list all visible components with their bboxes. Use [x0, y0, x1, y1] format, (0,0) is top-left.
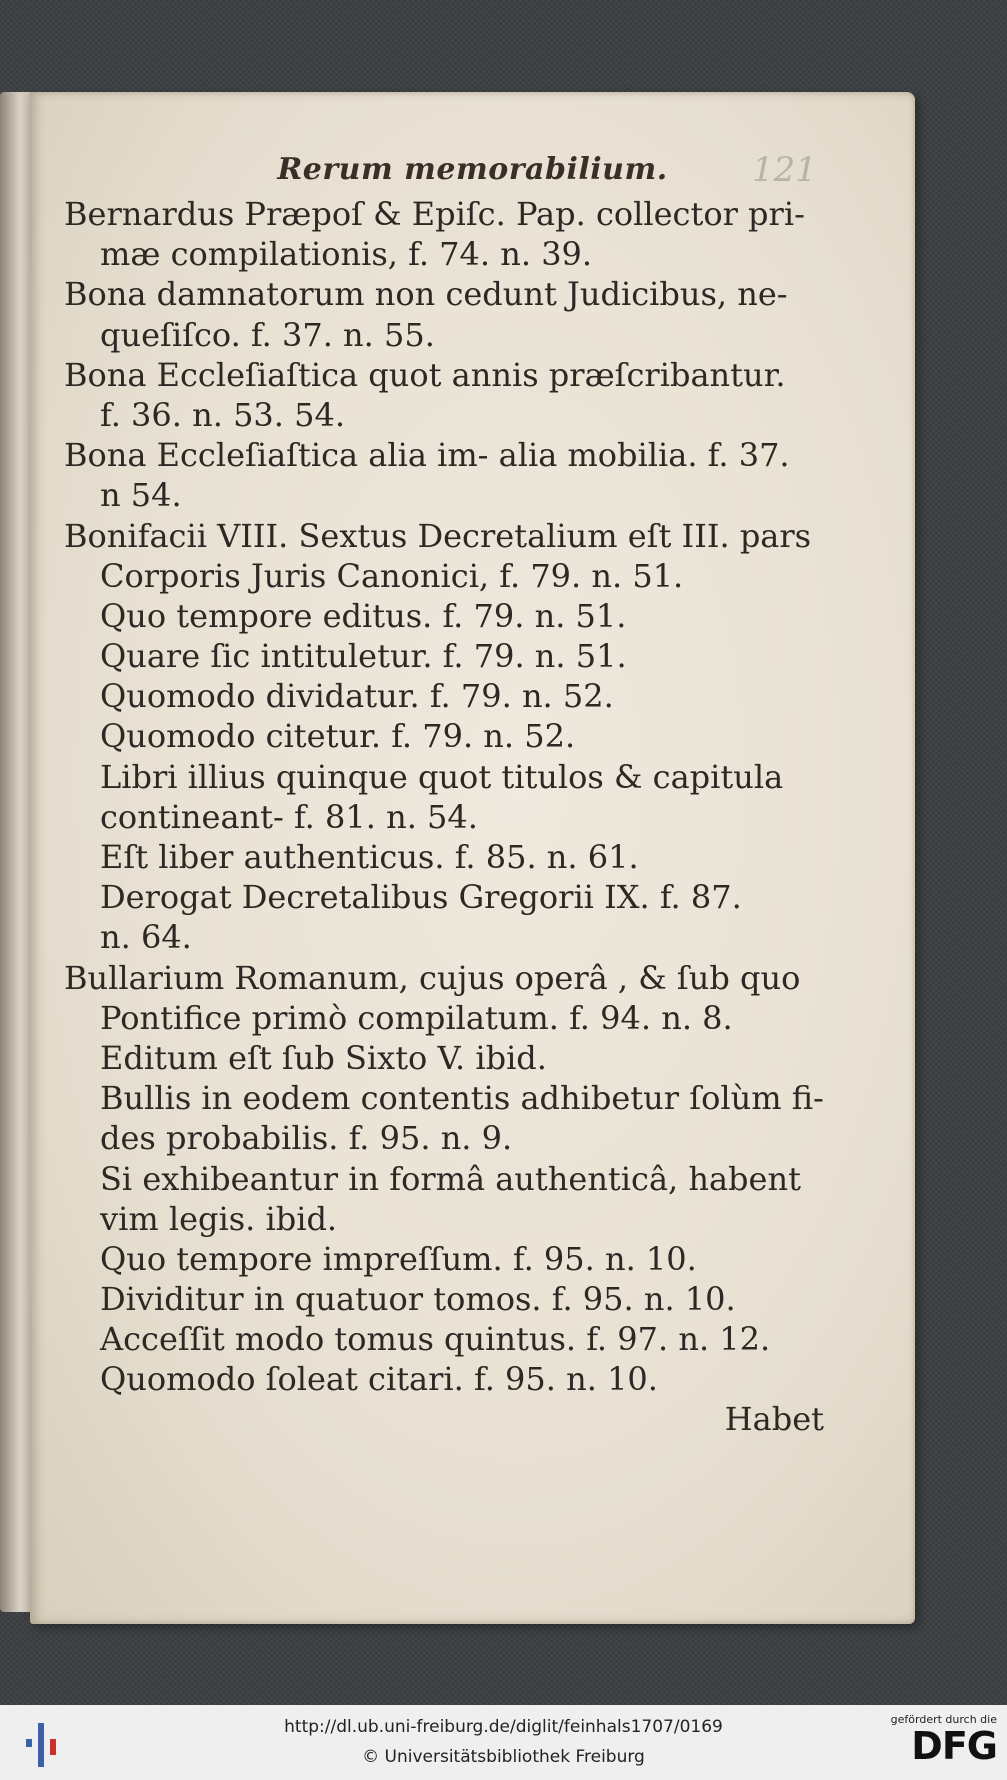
index-line: Bona Eccleſiaſtica alia im- alia mobilia. f. 37. — [64, 436, 790, 475]
book-page — [30, 92, 915, 1624]
index-line: des probabilis. f. 95. n. 9. — [100, 1119, 513, 1158]
dfg-sponsor-logo — [887, 1713, 997, 1773]
index-line: Eſt liber authenticus. f. 85. n. 61. — [100, 838, 639, 876]
index-line: Pontifice primò compilatum. f. 94. n. 8. — [100, 998, 733, 1037]
index-line: Si exhibeantur in formâ authenticâ, habent — [100, 1159, 801, 1198]
index-line: Quo tempore editus. f. 79. n. 51. — [100, 596, 627, 635]
folio-number: 121 — [752, 150, 817, 190]
index-line: Bonifacii VIII. Sextus Decretalium eſt III. pars — [64, 516, 812, 555]
index-line: Bullarium Romanum, cujus operâ , & ſub quo — [64, 958, 801, 997]
copyright-text: © Universitätsbibliothek Freiburg — [362, 1747, 645, 1767]
index-line: Quare ſic intituletur. f. 79. n. 51. — [100, 637, 627, 676]
index-line: Bullis in eodem contentis adhibetur ſolùm fi- — [100, 1079, 824, 1118]
index-line: Derogat Decretalibus Gregorii IX. f. 87. — [100, 878, 742, 917]
index-entries — [64, 194, 824, 1400]
index-line: Bona damnatorum non cedunt Judicibus, ne- — [64, 275, 788, 314]
index-line: n. 64. — [100, 918, 192, 957]
index-line: vim legis. ibid. — [100, 1199, 338, 1238]
index-line: Editum eſt ſub Sixto V. ibid. — [100, 1038, 547, 1077]
index-line: Quo tempore impreſſum. f. 95. n. 10. — [100, 1239, 697, 1278]
index-line: Bona Eccleſiaſtica quot annis præſcribantur. — [64, 355, 786, 394]
index-line: contineant- f. 81. n. 54. — [100, 797, 478, 836]
index-line: Bernardus Præpoſ & Epiſc. Pap. collector pri- — [64, 195, 805, 233]
index-line: Quomodo citetur. f. 79. n. 52. — [100, 717, 576, 756]
index-line: Corporis Juris Canonici, f. 79. n. 51. — [100, 556, 684, 595]
index-line: f. 36. n. 53. 54. — [100, 395, 346, 434]
dfg-logo-text: DFG — [911, 1724, 997, 1768]
catchword — [64, 1400, 824, 1440]
index-line: mæ compilationis, f. 74. n. 39. — [100, 235, 593, 274]
permalink-url[interactable]: http://dl.ub.uni-freiburg.de/diglit/feinhals1707/0169 — [284, 1717, 723, 1737]
index-line: n 54. — [100, 476, 182, 515]
index-line: queſiſco. f. 37. n. 55. — [100, 315, 435, 354]
sponsor-caption: gefördert durch die — [890, 1713, 997, 1726]
running-header: Rerum memorabilium. — [277, 152, 668, 187]
index-line: Libri illius quinque quot titulos & capitula — [100, 757, 784, 796]
viewer-footer — [0, 1705, 1007, 1780]
index-line: Dividitur in quatuor tomos. f. 95. n. 10. — [100, 1280, 736, 1319]
index-line: Quomodo dividatur. f. 79. n. 52. — [100, 677, 614, 716]
index-line: Acceſſit modo tomus quintus. f. 97. n. 12. — [100, 1320, 771, 1359]
index-line: Quomodo ſoleat citari. f. 95. n. 10. — [100, 1360, 658, 1399]
catchword-text: Habet — [724, 1400, 824, 1438]
